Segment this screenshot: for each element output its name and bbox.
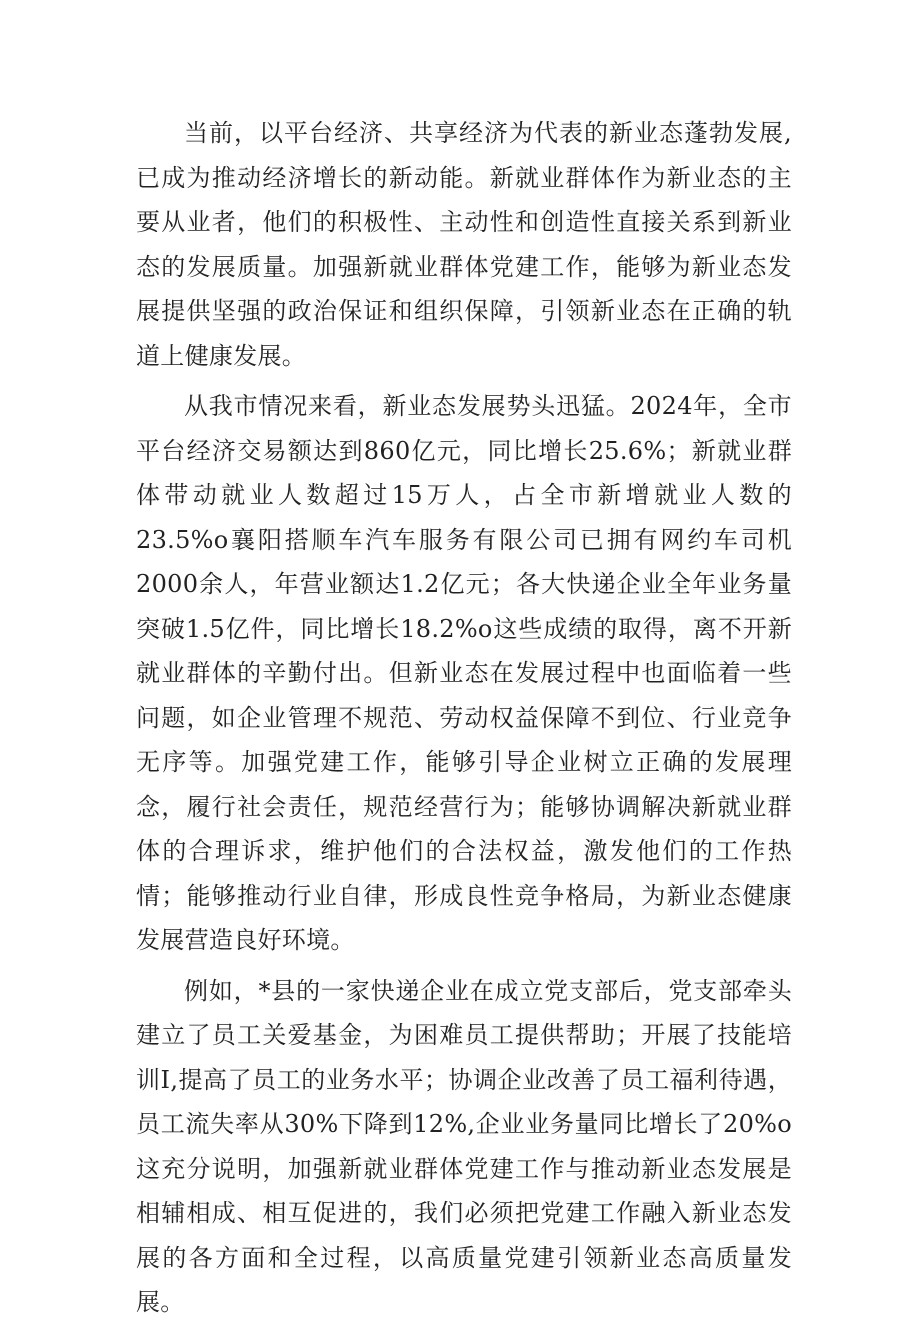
paragraph-platform-economy: 当前，以平台经济、共享经济为代表的新业态蓬勃发展,已成为推动经济增长的新动能。新就业群体作为新业态的主要从业者，他们的积极性、主动性和创造性直接关系到新业态的发展质量。加强新就业群体党建工作，能够为新业态发展提供坚强的政治保证和组织保障，引领新业态在正确的轨道上健康发展。 bbox=[136, 119, 792, 370]
document-body bbox=[136, 111, 792, 1325]
paragraph-example: 例如，*县的一家快递企业在成立党支部后，党支部牵头建立了员工关爱基金，为困难员工提供帮助；开展了技能培训I,提高了员工的业务水平；协调企业改善了员工福利待遇，员工流失率从30%下降到12%,企业业务量同比增长了20%o这充分说明，加强新就业群体党建工作与推动新业态发展是相辅相成、相互促进的，我们必须把党建工作融入新业态发展的各方面和全过程，以高质量党建引领新业态高质量发展。 bbox=[136, 976, 792, 1316]
paragraph-city-situation: 从我市情况来看，新业态发展势头迅猛。2024年，全市平台经济交易额达到860亿元，同比增长25.6%；新就业群体带动就业人数超过15万人，占全市新增就业人数的23.5%o襄阳搭顺车汽车服务有限公司已拥有网约车司机2000余人，年营业额达1.2亿元；各大快递企业全年业务量突破1.5亿件，同比增长18.2%o这些成绩的取得，离不开新就业群体的辛勤付出。但新业态在发展过程中也面临着一些问题，如企业管理不规范、劳动权益保障不到位、行业竞争无序等。加强党建工作，能够引导企业树立正确的发展理念，履行社会责任，规范经营行为；能够协调解决新就业群体的合理诉求，维护他们的合法权益，激发他们的工作热情；能够推动行业自律，形成良性竞争格局，为新业态健康发展营造良好环境。 bbox=[136, 392, 792, 954]
